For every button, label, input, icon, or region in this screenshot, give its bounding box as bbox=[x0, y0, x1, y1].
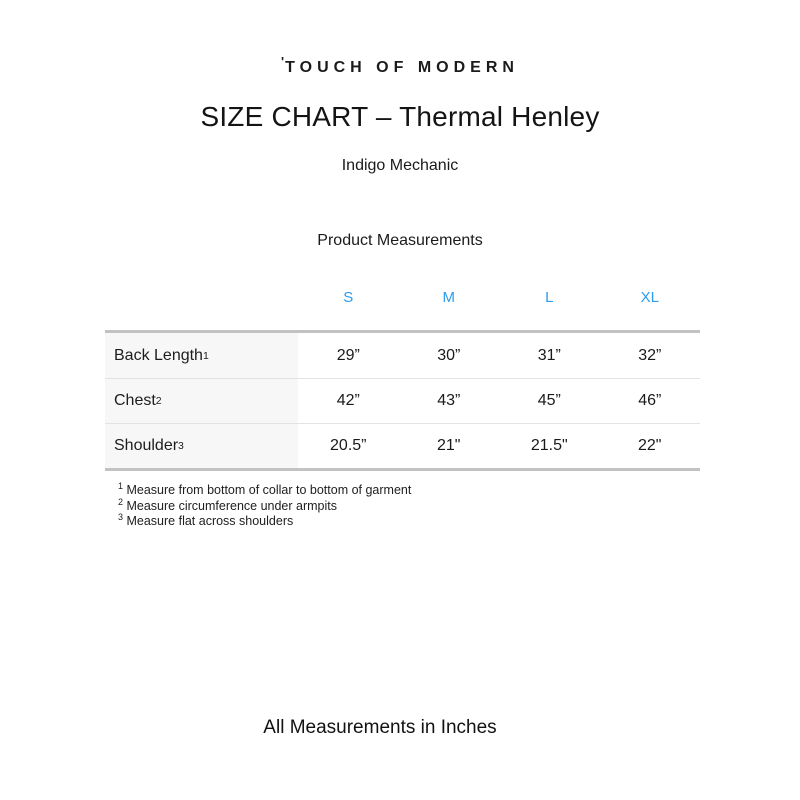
measurement-value: 21" bbox=[437, 437, 461, 454]
measurement-value: 31” bbox=[537, 346, 561, 364]
logo-tick-mark: ' bbox=[281, 54, 286, 69]
table-row bbox=[105, 423, 700, 468]
size-column-header-l: L bbox=[545, 289, 554, 306]
size-header-spacer bbox=[105, 289, 298, 307]
measurement-value: 32” bbox=[638, 346, 662, 364]
size-table bbox=[105, 289, 700, 471]
section-heading: Product Measurements bbox=[317, 232, 483, 249]
colorway-subtitle: Indigo Mechanic bbox=[341, 157, 459, 174]
measurement-value: 45” bbox=[537, 392, 561, 409]
footer-note: All Measurements in Inches bbox=[263, 716, 497, 738]
measurement-value: 43” bbox=[437, 392, 461, 409]
row-label: Shoulder 3 bbox=[105, 424, 298, 468]
size-column-header-m: M bbox=[442, 289, 455, 306]
footnote: $^1$ Measure from bottom of collar to bottom of garment bbox=[118, 480, 412, 497]
brand-logo bbox=[0, 52, 800, 78]
measurement-value: 20.5” bbox=[330, 437, 367, 454]
row-label: Back Length 1 bbox=[105, 333, 298, 378]
table-row bbox=[105, 378, 700, 423]
size-table-body bbox=[105, 330, 700, 471]
size-column-header-xl: XL bbox=[640, 289, 659, 306]
measurement-value: 29” bbox=[336, 346, 360, 364]
row-label: Chest 2 bbox=[105, 379, 298, 423]
measurement-value: 46” bbox=[638, 392, 662, 409]
footnote: $^2$ Measure circumference under armpits bbox=[118, 496, 337, 513]
measurement-value: 22" bbox=[638, 437, 662, 454]
table-row bbox=[105, 333, 700, 378]
measurement-value: 21.5" bbox=[530, 437, 568, 454]
measurement-value: 42” bbox=[336, 392, 360, 409]
page-title: SIZE CHART – Thermal Henley bbox=[200, 101, 600, 132]
brand-logo-text: TOUCH OF MODERN bbox=[285, 59, 519, 76]
size-column-header-s: S bbox=[343, 289, 354, 306]
measurement-value: 30” bbox=[437, 346, 461, 364]
footnote: $^3$ Measure flat across shoulders bbox=[118, 511, 294, 528]
footnotes bbox=[118, 480, 800, 530]
size-header-row bbox=[105, 289, 700, 307]
